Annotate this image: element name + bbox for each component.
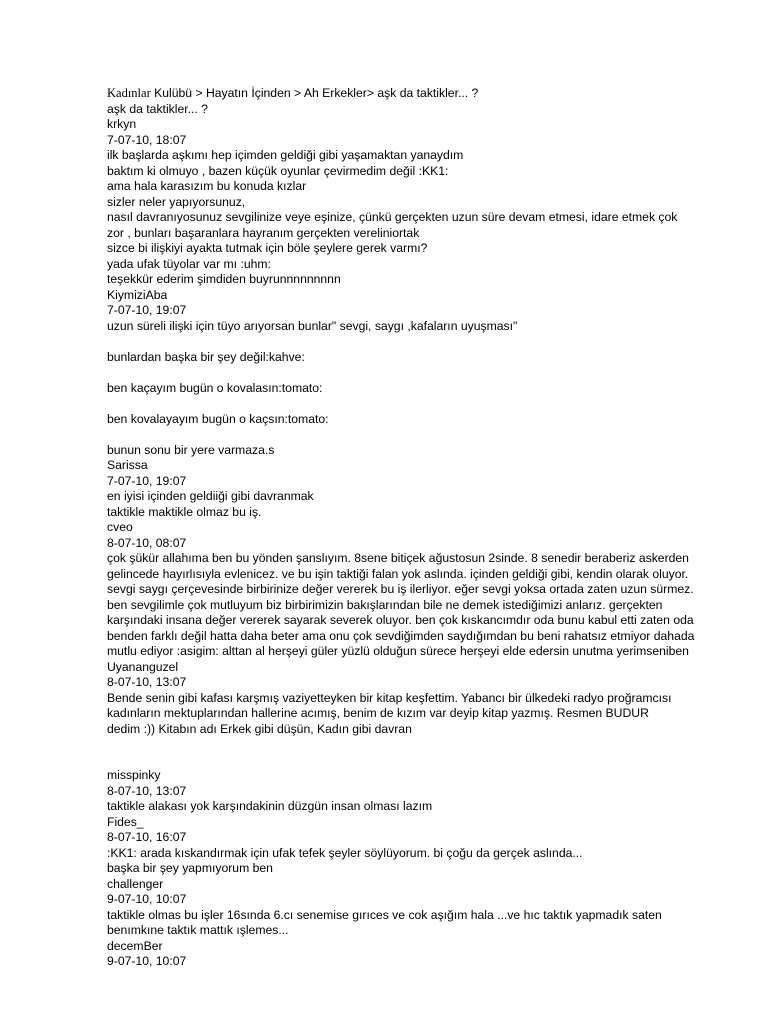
post-body-line: yada ufak tüyolar var mı :uhm: — [107, 256, 271, 271]
post-date: 8-07-10, 13:07 — [107, 783, 187, 798]
post-date: 7-07-10, 19:07 — [107, 473, 187, 488]
forum-post — [107, 288, 727, 459]
breadcrumb — [107, 86, 727, 102]
breadcrumb-forum-name: Kadınlar — [107, 86, 151, 100]
forum-post — [107, 520, 727, 660]
post-body-line: nasıl davranıyosunuz sevgilinize veye eşinize, çünkü gerçekten uzun süre devam etmesi, idare etmek çok — [107, 210, 678, 224]
post-body-line: bunun sonu bir yere varmaza.s — [107, 442, 275, 457]
post-body-line — [107, 753, 727, 769]
post-author: misspinky — [107, 768, 161, 782]
post-body-line: :KK1: arada kıskandırmak için ufak tefek şeyler söylüyorum. bi çoğu da gerçek aslında... — [107, 845, 583, 860]
post-author: decemBer — [107, 938, 163, 953]
post-body-line: karşındaki insana değer vererek sayarak severek oluyor. ben çok kıskancımdır oda bunu kabul etti zaten oda — [107, 613, 694, 627]
forum-post — [107, 877, 727, 939]
forum-post — [107, 660, 727, 769]
post-body-line: kadınların mektuplarından hallerine acımış, benim de kızım var deyip kitap yazmış. Resmen BUDUR — [107, 706, 649, 720]
post-date: 9-07-10, 10:07 — [107, 892, 187, 906]
post-body-line: teşekkür ederim şimdiden buyrunnnnnnnnn — [107, 272, 341, 286]
post-body-line: mutlu ediyor :asigim: alttan al herşeyi güler yüzlü olduğun sürece herşeyi elde edersin unutma yerimseniben — [107, 644, 689, 658]
post-body-line: benımkıne taktık mattık ışlemes... — [107, 923, 289, 937]
post-date: 7-07-10, 18:07 — [107, 132, 187, 147]
post-author: KiymiziAba — [107, 287, 168, 302]
post-body-line — [107, 365, 727, 381]
post-author: krkyn — [107, 117, 137, 131]
post-date: 8-07-10, 13:07 — [107, 675, 187, 689]
post-body-line: çok şükür allahıma ben bu yönden şanslıyım. 8sene bitiçek ağustosun 2sinde. 8 senedir beraberiz askerden — [107, 551, 689, 565]
post-body-line: sizce bi ilişkiyi ayakta tutmak için böle şeylere gerek varmı? — [107, 241, 428, 255]
post-list — [107, 117, 727, 970]
forum-post — [107, 768, 727, 815]
post-author: challenger — [107, 876, 164, 891]
post-body-line — [107, 737, 727, 753]
post-body-line: sevgi saygı çerçevesinde birbirinize değer vererek bu iş ilerliyor. eğer sevgi yoksa ortada zaten uzun sürmez. — [107, 582, 694, 596]
post-author: Sarissa — [107, 458, 148, 472]
post-date: 9-07-10, 10:07 — [107, 954, 187, 968]
post-body-line: ama hala karasızım bu konuda kızlar — [107, 179, 307, 193]
post-body-line: zor , bunları başaranlara hayranım gerçekten vereliniortak — [107, 225, 420, 240]
post-body-line — [107, 334, 727, 350]
forum-thread-document — [107, 86, 727, 970]
post-body-line: bunlardan başka bir şey değil:kahve: — [107, 349, 305, 364]
breadcrumb-path: Kulübü > Hayatın İçinden > Ah Erkekler> aşk da taktikler... ? — [150, 86, 479, 100]
forum-post — [107, 458, 727, 520]
post-date: 7-07-10, 19:07 — [107, 303, 187, 317]
post-date: 8-07-10, 16:07 — [107, 830, 187, 844]
post-body-line: ben kaçayım bugün o kovalasın:tomato: — [107, 380, 323, 395]
post-body-line — [107, 427, 727, 443]
post-body-line: benden farklı değil hatta daha beter ama onu çok sevdiğimden saydığımdan bu beni rahatsız etmiyor dahada — [107, 628, 695, 643]
post-author: cveo — [107, 520, 133, 534]
post-body-line — [107, 396, 727, 412]
post-body-line: taktikle olmas bu işler 16sında 6.cı senemise gırıces ve cok aşığım hala ...ve hıc taktık yapmadık saten — [107, 907, 662, 922]
forum-post — [107, 815, 727, 877]
post-body-line: en iyisi içinden geldiiği gibi davranmak — [107, 489, 314, 503]
thread-title: aşk da taktikler... ? — [107, 101, 208, 116]
post-body-line: uzun süreli ilişki için tüyo arıyorsan bunlar" sevgi, saygı ,kafaların uyuşması" — [107, 318, 518, 333]
post-body-line: ilk başlarda aşkımı hep içimden geldiği gibi yaşamaktan yanaydım — [107, 148, 464, 162]
post-body-line: ben sevgilimle çok mutluyum biz birbirimizin bakışlarından bile ne demek istediğimizi anlarız. gerçekten — [107, 597, 663, 612]
post-date: 8-07-10, 08:07 — [107, 535, 187, 550]
post-body-line: sizler neler yapıyorsunuz, — [107, 194, 246, 209]
post-body-line: taktikle alakası yok karşındakinin düzgün insan olması lazım — [107, 799, 433, 813]
forum-post — [107, 117, 727, 288]
forum-post — [107, 939, 727, 970]
post-body-line: başka bir şey yapmıyorum ben — [107, 861, 273, 875]
post-body-line: ben kovalayayım bugün o kaçsın:tomato: — [107, 411, 329, 426]
post-body-line: baktım ki olmuyo , bazen küçük oyunlar çevirmedim değil :KK1: — [107, 163, 449, 178]
post-author: Fides_ — [107, 814, 144, 829]
post-body-line: dedim :)) Kitabın adı Erkek gibi düşün, Kadın gibi davran — [107, 721, 412, 736]
post-body-line: taktikle maktikle olmaz bu iş. — [107, 504, 262, 519]
post-body-line: gelincede hayırlısıyla evlenicez. ve bu işin taktiği falan yok aslında. içinden geldiği gibi, kendin olarak oluyor. — [107, 566, 689, 581]
post-author: Uyananguzel — [107, 659, 179, 674]
post-body-line: Bende senin gibi kafası karşmış vaziyetteyken bir kitap keşfettim. Yabancı bir ülkedeki radyo proğramcısı — [107, 690, 672, 705]
